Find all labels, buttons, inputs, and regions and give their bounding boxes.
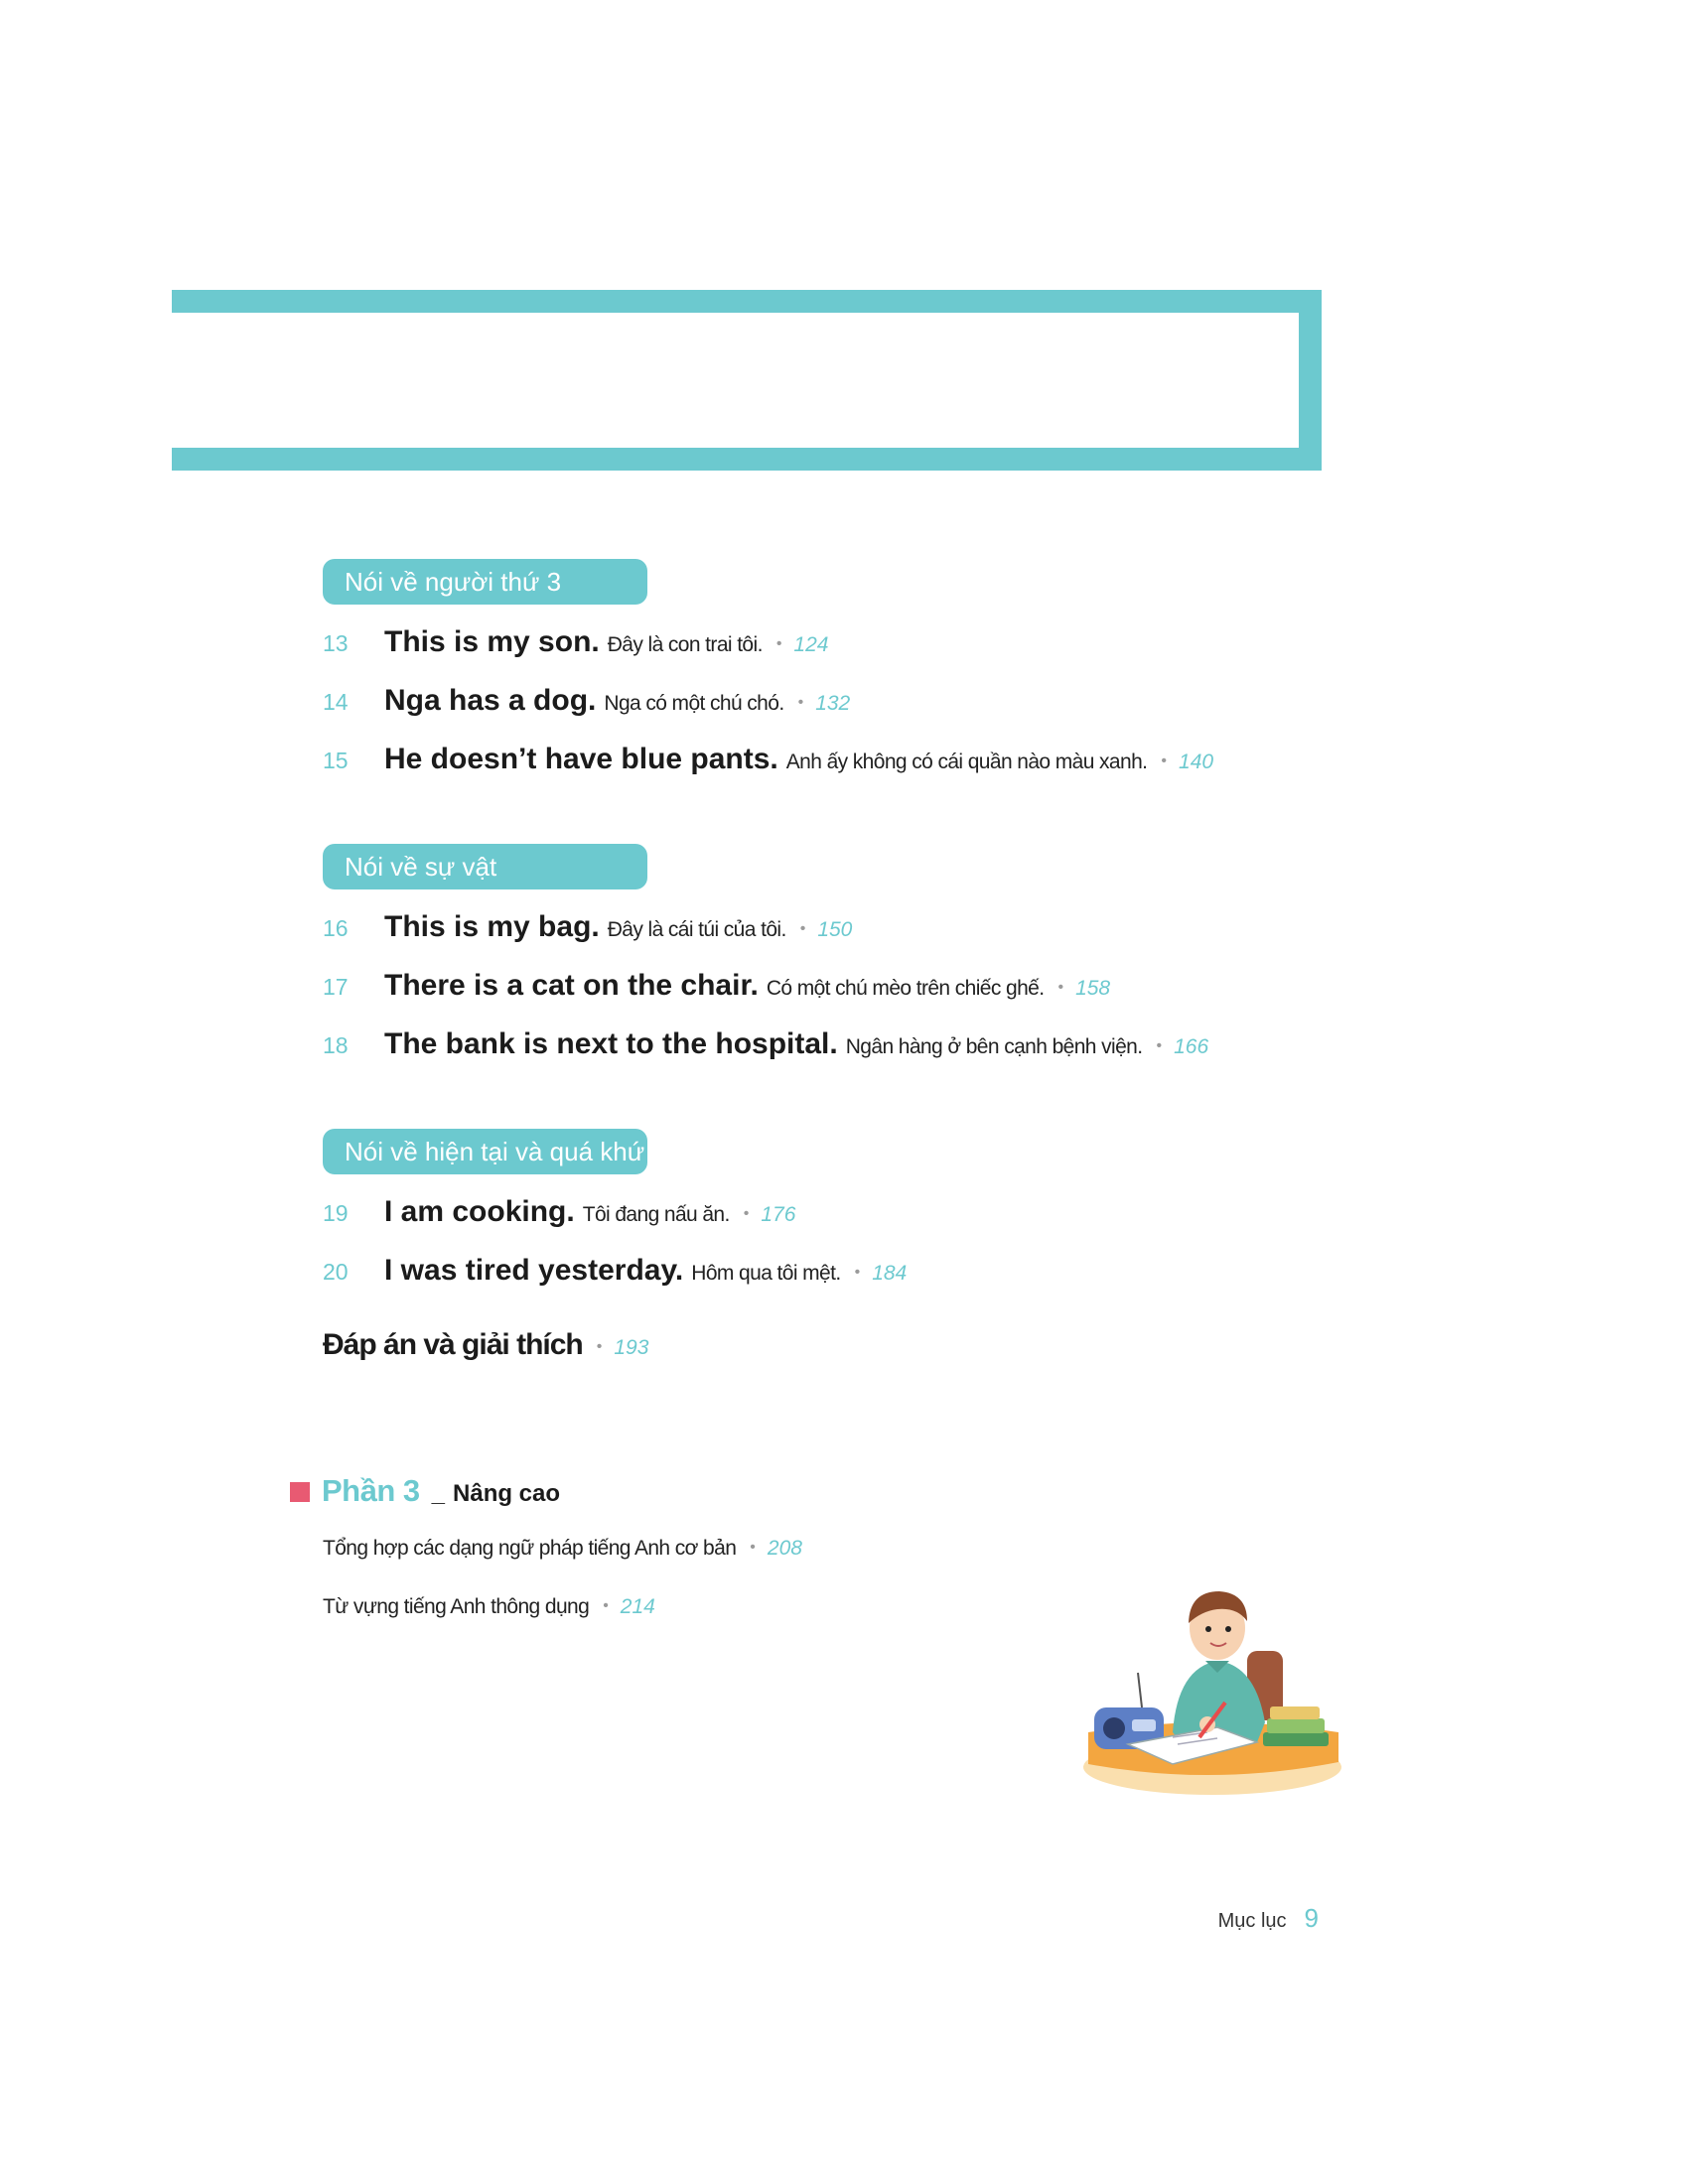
lesson-number: 16 — [323, 915, 349, 941]
entry-text: Từ vựng tiếng Anh thông dụng — [323, 1595, 590, 1618]
separator-dot: • — [743, 1205, 750, 1222]
lesson-title-en: The bank is next to the hospital. — [384, 1027, 838, 1060]
toc-entry-16[interactable] — [323, 910, 852, 960]
separator-dot: • — [750, 1539, 756, 1556]
section-heading-objects: Nói về sự vật — [323, 844, 647, 889]
part3-label: Phần 3 — [322, 1473, 420, 1508]
lesson-number: 15 — [323, 748, 349, 773]
lesson-title-vi: Hôm qua tôi mệt. — [691, 1262, 841, 1285]
lesson-title-vi: Đây là con trai tôi. — [607, 633, 763, 656]
lesson-title-en: He doesn’t have blue pants. — [384, 743, 778, 775]
answers-title: Đáp án và giải thích — [323, 1328, 583, 1361]
lesson-title-en: I was tired yesterday. — [384, 1254, 684, 1287]
page-number: 214 — [620, 1595, 655, 1618]
page-number: 150 — [817, 918, 853, 941]
page-number: 124 — [793, 633, 829, 656]
section-heading-third-person: Nói về người thứ 3 — [323, 559, 647, 605]
pink-square-marker — [290, 1482, 310, 1502]
separator-dot: • — [854, 1264, 861, 1281]
separator-dot: • — [596, 1338, 603, 1355]
entry-text: Tổng hợp các dạng ngữ pháp tiếng Anh cơ bản — [323, 1537, 737, 1560]
lesson-title-en: Nga has a dog. — [384, 684, 597, 717]
toc-entry-vocabulary[interactable] — [323, 1595, 655, 1619]
part3-subtitle: Nâng cao — [453, 1480, 561, 1507]
lesson-title-en: This is my bag. — [384, 910, 600, 943]
toc-entry-19[interactable] — [323, 1195, 795, 1245]
lesson-title-vi: Ngân hàng ở bên cạnh bệnh viện. — [845, 1035, 1143, 1058]
toc-entry-20[interactable] — [323, 1254, 907, 1303]
lesson-number: 18 — [323, 1032, 349, 1058]
page-footer — [1218, 1903, 1319, 1934]
separator-dot: • — [799, 920, 806, 937]
part3-separator: _ — [431, 1480, 446, 1507]
part3-heading — [290, 1473, 560, 1509]
toc-entry-13[interactable] — [323, 625, 828, 675]
toc-entry-18[interactable] — [323, 1027, 1208, 1077]
separator-dot: • — [1057, 979, 1064, 996]
separator-dot: • — [1156, 1037, 1163, 1054]
footer-label: Mục lục — [1217, 1910, 1287, 1932]
page-number: 176 — [761, 1203, 796, 1226]
lesson-title-vi: Anh ấy không có cái quần nào màu xanh. — [785, 751, 1148, 773]
separator-dot: • — [1161, 752, 1168, 769]
toc-entry-answers[interactable] — [323, 1328, 648, 1362]
page-number: 140 — [1179, 751, 1214, 773]
lesson-number: 17 — [323, 974, 349, 1000]
separator-dot: • — [603, 1597, 609, 1614]
footer-page-number: 9 — [1304, 1903, 1319, 1933]
lesson-title-en: There is a cat on the chair. — [384, 969, 759, 1002]
lesson-title-vi: Có một chú mèo trên chiếc ghế. — [766, 977, 1045, 1000]
toc-entry-17[interactable] — [323, 969, 1110, 1019]
header-frame — [172, 290, 1322, 471]
lesson-title-vi: Nga có một chú chó. — [604, 692, 784, 715]
lesson-number: 20 — [323, 1259, 349, 1285]
lesson-title-en: This is my son. — [384, 625, 600, 658]
section-heading-present-past: Nói về hiện tại và quá khứ — [323, 1129, 647, 1174]
separator-dot: • — [797, 694, 804, 711]
page-number: 166 — [1174, 1035, 1209, 1058]
page-number: 158 — [1075, 977, 1111, 1000]
toc-entry-grammar-summary[interactable] — [323, 1537, 802, 1561]
lesson-number: 14 — [323, 689, 349, 715]
page-number: 132 — [815, 692, 851, 715]
lesson-number: 13 — [323, 630, 349, 656]
page-number: 208 — [767, 1537, 802, 1560]
boy-studying-illustration — [1078, 1573, 1346, 1797]
page-number: 193 — [614, 1336, 649, 1359]
lesson-number: 19 — [323, 1200, 349, 1226]
toc-entry-14[interactable] — [323, 684, 850, 734]
lesson-title-vi: Tôi đang nấu ăn. — [582, 1203, 730, 1226]
separator-dot: • — [775, 635, 782, 652]
lesson-title-vi: Đây là cái túi của tôi. — [607, 918, 786, 941]
page-number: 184 — [872, 1262, 908, 1285]
lesson-title-en: I am cooking. — [384, 1195, 575, 1228]
toc-entry-15[interactable] — [323, 743, 1213, 792]
